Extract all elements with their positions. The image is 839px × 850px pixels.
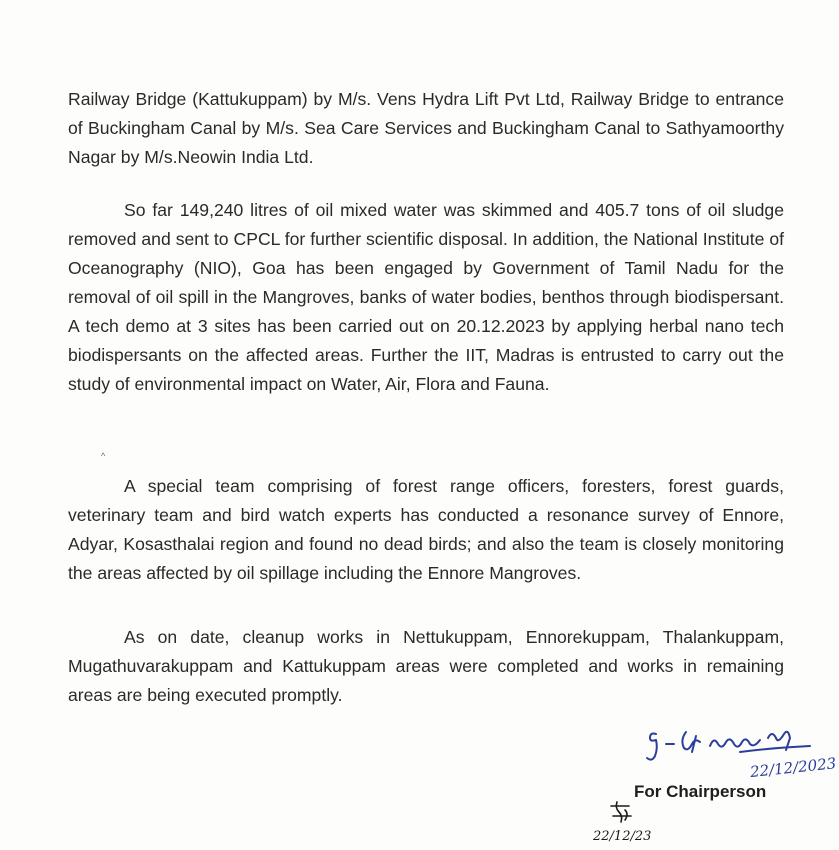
paragraph-forest-team: A special team comprising of forest range officers, foresters, forest guards, veterinary team and bird watch experts has conducted a resonance survey of Ennore, Adyar, Kosasthalai region and found no dead birds; and also the team is closely monitoring the areas affected by oil spillage including the Ennore Mangroves. [68, 476, 784, 583]
signature-underline [740, 746, 810, 752]
paragraph-oil-removal: So far 149,240 litres of oil mixed water was skimmed and 405.7 tons of oil sludge removed and sent to CPCL for further scientific disposal. In addition, the National Institute of Oceanography (NIO), Goa has been engaged by Government of Tamil Nadu for the removal of oil spill in the Mangroves, banks of water bodies, benthos through biodispersant. A tech demo at 3 sites has been carried out on 20.12.2023 by applying herbal nano tech biodispersants on the affected areas. Further the IIT, Madras is entrusted to carry out the study of environmental impact on Water, Air, Flora and Fauna. [68, 200, 784, 394]
scan-mark: ^ [101, 451, 106, 461]
signature-date: 22/12/2023 [749, 754, 837, 782]
paragraph-cleanup-status: As on date, cleanup works in Nettukuppam, Ennorekuppam, Thalankuppam, Mugathuvarakuppam and Kattukuppam areas were completed and works in remaining areas are being executed promptly. [68, 627, 784, 705]
handwritten-signature [600, 722, 839, 782]
initials-date: 22/12/23 [593, 829, 652, 844]
signature-stroke [710, 739, 760, 746]
signature-stroke [682, 732, 700, 752]
signatory-label: For Chairperson [634, 782, 767, 801]
handwritten-initials [585, 798, 665, 848]
signature-stroke [647, 734, 657, 760]
initials-stroke [611, 802, 631, 822]
paragraph-contractors: Railway Bridge (Kattukuppam) by M/s. Vens Hydra Lift Pvt Ltd, Railway Bridge to entrance of Buckingham Canal by M/s. Sea Care Services and Buckingham Canal to Sathyamoorthy Nagar by M/s.Neowin India Ltd. [68, 89, 784, 167]
